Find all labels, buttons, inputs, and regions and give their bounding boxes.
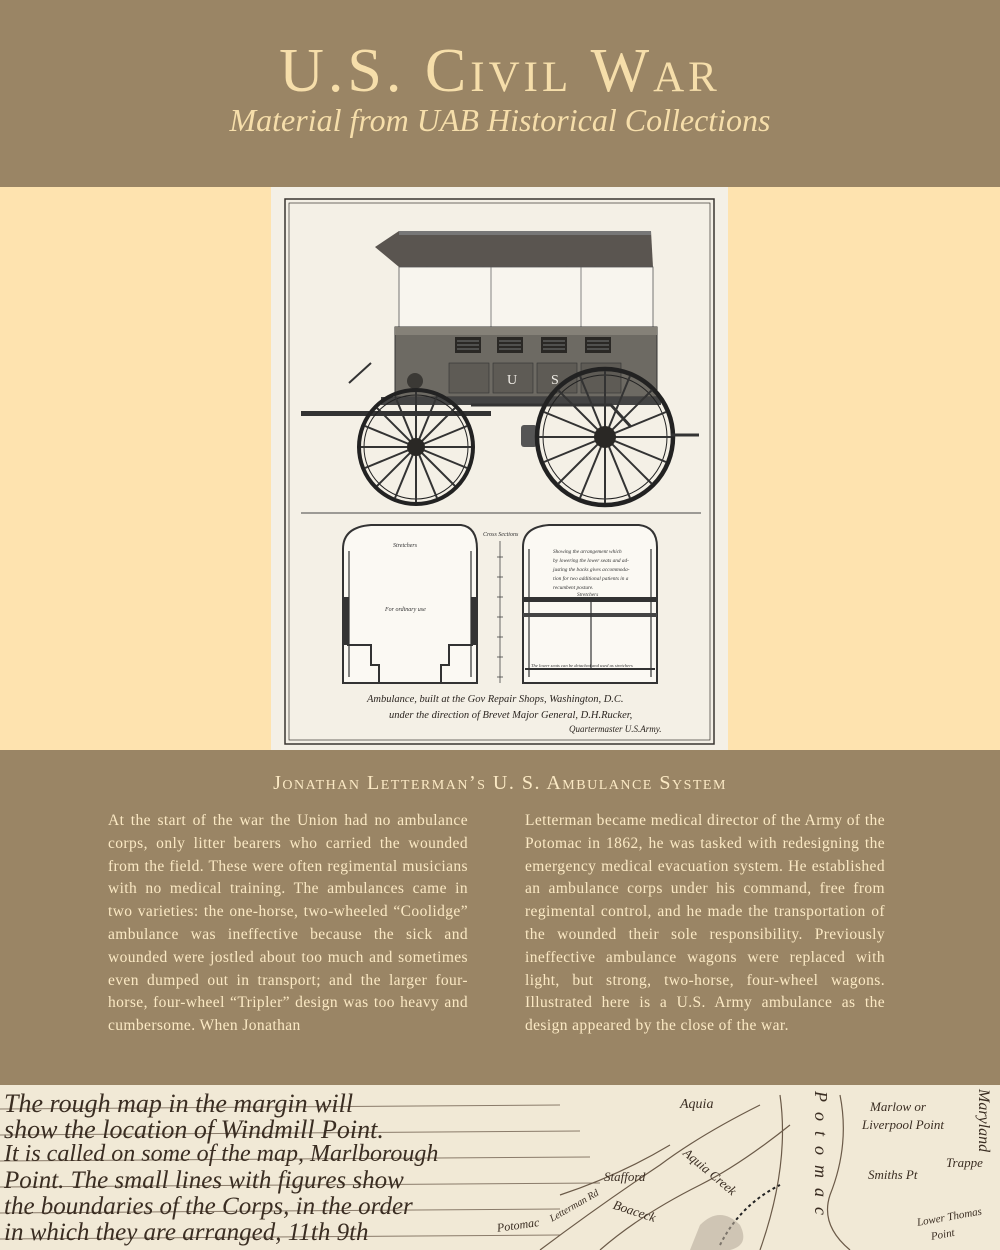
manuscript-strip [0, 1085, 1000, 1250]
map-label-aquia-creek: Aquia Creek [680, 1145, 740, 1199]
manuscript-line-2: show the location of Windmill Point. [4, 1115, 384, 1144]
map-label-potomac-vertical: Potomac [811, 1091, 831, 1225]
map-label-letterman-road: Letterman Rd [548, 1187, 601, 1225]
manuscript-line-1: The rough map in the margin will [4, 1089, 354, 1118]
stretchers-label-right: Stretchers [577, 592, 599, 598]
article-column-right: Letterman became medical director of the Army of the Potomac in 1862, he was tasked with redesigning the emergency medical evacuation system. He established an ambulance corps under his command, free from regimental control, and he made the transportation of the wounded their sole responsibility. Previously ineffective ambulance wagons were replaced with light, but strong, two-horse, four-wheel wagons. Illustrated here is a U.S. Army ambulance as the design appeared by the close of the war. [525, 812, 885, 1035]
page-title: U.S. Civil War [279, 37, 721, 105]
manuscript-line-5: the boundaries of the Corps, in the order [4, 1193, 413, 1220]
manuscript-line-4: Point. The small lines with figures show [4, 1167, 404, 1194]
map-label-smiths-pt: Smiths Pt [868, 1167, 918, 1182]
cross-sections-label: Cross Sections [483, 532, 519, 538]
lower-seats-label: The lower seats can be detached and used as stretchers [531, 663, 633, 668]
map-label-marlow: Marlow or [870, 1099, 926, 1114]
note-line-3: justing the backs gives accommoda- [553, 567, 630, 573]
stretchers-label-left: Stretchers [393, 543, 418, 549]
section-heading: Jonathan Letterman’s U. S. Ambulance System [273, 772, 727, 794]
manuscript-line-6: in which they are arranged, 11th 9th [4, 1219, 369, 1246]
map-label-aquia: Aquia [680, 1097, 714, 1112]
plate-caption-line-1: Ambulance, built at the Gov Repair Shops, Washington, D.C. [367, 694, 624, 705]
note-line-2: by lowering the lower seats and ad- [553, 558, 629, 564]
map-label-maryland: Maryland [975, 1089, 992, 1153]
ambulance-illustration [271, 187, 728, 750]
article-section [0, 750, 1000, 1085]
note-line-1: Showing the arrangement which [553, 549, 622, 555]
wagon-letter-u: U [507, 373, 518, 388]
manuscript-line-3: It is called on some of the map, Marlborough [4, 1141, 439, 1167]
page-subtitle: Material from UAB Historical Collections [229, 102, 771, 138]
ambulance-drawing [271, 187, 728, 750]
article-column-left: At the start of the war the Union had no ambulance corps, only litter bearers who carried the wounded from the field. These were often regimental musicians with no medical training. The ambulances came in two varieties: the one-horse, two-wheeled “Coolidge” ambulance was ineffective because the sick and wounded were jostled about too much and sometimes even dumped out in transport; and the larger four-horse, four-wheel “Tripler” design was too heavy and cumbersome. When Jonathan [108, 812, 468, 1035]
plate-caption-line-2: under the direction of Brevet Major General, D.H.Rucker, [389, 710, 633, 721]
map-label-stafford: Stafford [604, 1169, 646, 1184]
map-label-point: Point [930, 1226, 956, 1243]
map-label-boaceck: Boaceck [611, 1197, 658, 1225]
ordinary-use-label: For ordinary use [385, 607, 426, 613]
map-label-lower-thomas: Lower Thomas [916, 1205, 983, 1229]
map-label-trappe: Trappe [946, 1155, 983, 1170]
page-header [0, 0, 1000, 187]
note-line-5: recumbent posture. [553, 585, 594, 591]
map-label-potomac-river: Potomac [496, 1215, 541, 1235]
note-line-4: tion for two additional patients in a [553, 576, 629, 582]
map-label-liverpool: Liverpool Point [862, 1117, 944, 1132]
plate-caption-line-3: Quartermaster U.S.Army. [569, 724, 662, 734]
wagon-letter-s: S [551, 373, 559, 388]
